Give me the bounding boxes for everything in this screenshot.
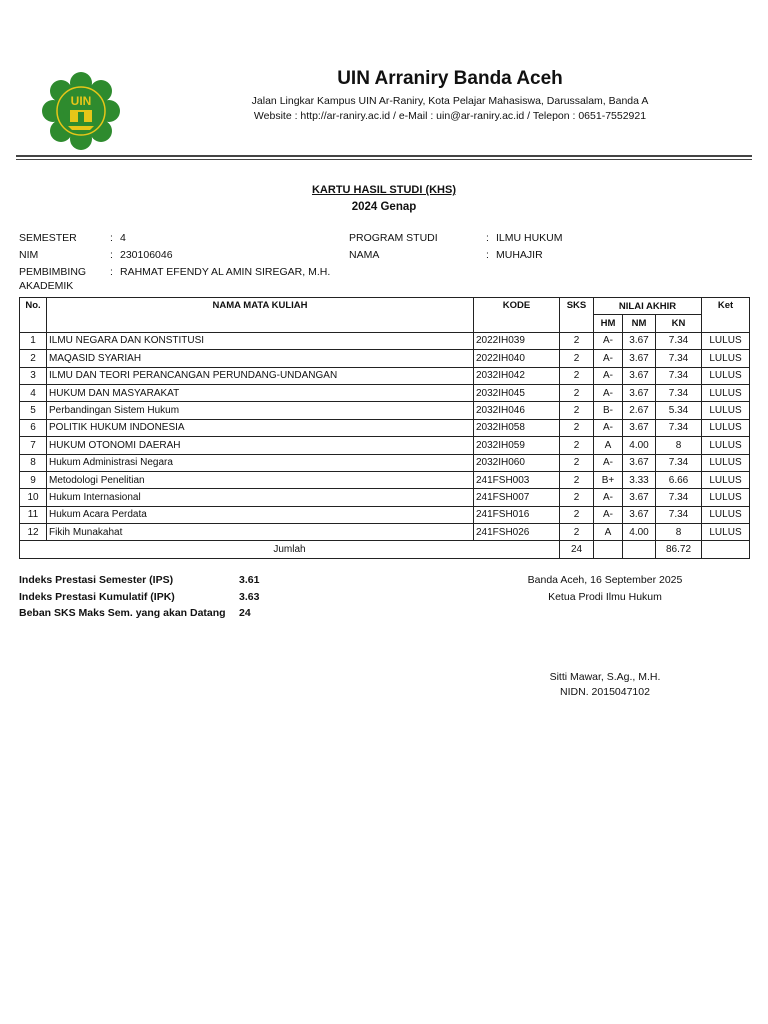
row-sks: 2 (560, 402, 594, 419)
row-hm: B+ (594, 471, 623, 488)
row-code: 2032IH045 (474, 384, 560, 401)
row-ket: LULUS (702, 506, 750, 523)
header-divider (16, 155, 752, 157)
row-nm: 2.67 (623, 402, 656, 419)
total-label: Jumlah (20, 541, 560, 558)
total-row (20, 541, 750, 558)
row-kn: 7.34 (656, 350, 702, 367)
col-kn: KN (656, 315, 702, 332)
row-nm: 3.67 (623, 384, 656, 401)
row-course: HUKUM OTONOMI DAERAH (47, 437, 474, 454)
row-no: 12 (20, 524, 47, 541)
ips-value: 3.61 (239, 574, 260, 586)
row-nm: 4.00 (623, 437, 656, 454)
row-no: 1 (20, 332, 47, 349)
nim-value: 230106046 (120, 249, 173, 261)
advisor-value: RAHMAT EFENDY AL AMIN SIREGAR, M.H. (120, 266, 331, 278)
row-sks: 2 (560, 454, 594, 471)
row-nm: 3.67 (623, 419, 656, 436)
row-hm: A- (594, 350, 623, 367)
sign-nidn: NIDN. 2015047102 (560, 686, 650, 698)
table-row (20, 367, 750, 384)
row-kn: 7.34 (656, 332, 702, 349)
sign-position: Ketua Prodi Ilmu Hukum (548, 591, 662, 603)
program-value: ILMU HUKUM (496, 232, 563, 244)
table-row (20, 419, 750, 436)
row-ket: LULUS (702, 384, 750, 401)
row-ket: LULUS (702, 350, 750, 367)
row-sks: 2 (560, 384, 594, 401)
semester-value: 4 (120, 232, 126, 244)
row-sks: 2 (560, 524, 594, 541)
document-period: 2024 Genap (351, 201, 417, 213)
row-sks: 2 (560, 437, 594, 454)
row-hm: A (594, 437, 623, 454)
row-code: 241FSH003 (474, 471, 560, 488)
table-row (20, 332, 750, 349)
name-value: MUHAJIR (496, 249, 543, 261)
row-hm: A- (594, 489, 623, 506)
row-no: 4 (20, 384, 47, 401)
advisor-label: PEMBIMBING (19, 266, 87, 278)
col-no: No. (20, 298, 47, 333)
row-hm: A- (594, 332, 623, 349)
semester-label: SEMESTER (19, 232, 77, 244)
row-nm: 4.00 (623, 524, 656, 541)
total-empty-cell (623, 541, 656, 558)
header-divider-thin (16, 159, 752, 160)
row-code: 2032IH059 (474, 437, 560, 454)
load-value: 24 (239, 607, 251, 619)
row-no: 5 (20, 402, 47, 419)
row-course: HUKUM DAN MASYARAKAT (47, 384, 474, 401)
row-nm: 3.33 (623, 471, 656, 488)
row-no: 2 (20, 350, 47, 367)
row-kn: 8 (656, 524, 702, 541)
row-ket: LULUS (702, 471, 750, 488)
colon: : (110, 249, 113, 261)
row-ket: LULUS (702, 524, 750, 541)
col-ket: Ket (702, 298, 750, 333)
load-label: Beban SKS Maks Sem. yang akan Datang (19, 607, 226, 619)
colon: : (486, 249, 489, 261)
col-hm: HM (594, 315, 623, 332)
row-nm: 3.67 (623, 350, 656, 367)
ips-label: Indeks Prestasi Semester (IPS) (19, 574, 174, 586)
row-code: 2022IH039 (474, 332, 560, 349)
row-course: Hukum Acara Perdata (47, 506, 474, 523)
row-nm: 3.67 (623, 489, 656, 506)
nim-label: NIM (19, 249, 39, 261)
row-no: 7 (20, 437, 47, 454)
row-code: 2032IH060 (474, 454, 560, 471)
row-no: 10 (20, 489, 47, 506)
table-row (20, 350, 750, 367)
row-code: 241FSH016 (474, 506, 560, 523)
row-ket: LULUS (702, 454, 750, 471)
row-course: MAQASID SYARIAH (47, 350, 474, 367)
table-header-row (20, 298, 750, 315)
table-row (20, 506, 750, 523)
colon: : (486, 232, 489, 244)
table-row (20, 437, 750, 454)
col-course: NAMA MATA KULIAH (47, 298, 474, 333)
row-hm: A- (594, 454, 623, 471)
logo-text: UIN (70, 94, 92, 108)
row-code: 2032IH042 (474, 367, 560, 384)
row-kn: 7.34 (656, 506, 702, 523)
row-course: POLITIK HUKUM INDONESIA (47, 419, 474, 436)
row-hm: A- (594, 506, 623, 523)
table-row (20, 471, 750, 488)
ipk-value: 3.63 (239, 591, 260, 603)
row-no: 6 (20, 419, 47, 436)
row-kn: 7.34 (656, 454, 702, 471)
colon: : (110, 232, 113, 244)
row-code: 2022IH040 (474, 350, 560, 367)
row-course: Fikih Munakahat (47, 524, 474, 541)
row-hm: B- (594, 402, 623, 419)
advisor-label-cont: AKADEMIK (19, 280, 74, 292)
total-empty-cell (702, 541, 750, 558)
row-hm: A- (594, 419, 623, 436)
row-course: Perbandingan Sistem Hukum (47, 402, 474, 419)
row-nm: 3.67 (623, 506, 656, 523)
row-code: 2032IH058 (474, 419, 560, 436)
row-kn: 7.34 (656, 367, 702, 384)
row-kn: 7.34 (656, 419, 702, 436)
row-course: Metodologi Penelitian (47, 471, 474, 488)
university-address: Jalan Lingkar Kampus UIN Ar-Raniry, Kota Pelajar Mahasiswa, Darussalam, Banda A (251, 95, 649, 107)
row-kn: 7.34 (656, 384, 702, 401)
table-row (20, 402, 750, 419)
row-sks: 2 (560, 489, 594, 506)
row-sks: 2 (560, 332, 594, 349)
row-ket: LULUS (702, 489, 750, 506)
university-logo (40, 72, 122, 150)
row-kn: 8 (656, 437, 702, 454)
row-sks: 2 (560, 471, 594, 488)
ipk-label: Indeks Prestasi Kumulatif (IPK) (19, 591, 175, 603)
total-empty-cell (594, 541, 623, 558)
row-ket: LULUS (702, 402, 750, 419)
row-code: 241FSH026 (474, 524, 560, 541)
row-course: Hukum Internasional (47, 489, 474, 506)
col-code: KODE (474, 298, 560, 333)
row-kn: 5.34 (656, 402, 702, 419)
row-kn: 7.34 (656, 489, 702, 506)
name-label: NAMA (349, 249, 380, 261)
row-hm: A- (594, 384, 623, 401)
row-sks: 2 (560, 350, 594, 367)
row-nm: 3.67 (623, 332, 656, 349)
row-sks: 2 (560, 419, 594, 436)
total-sks: 24 (560, 541, 594, 558)
table-row (20, 384, 750, 401)
row-no: 9 (20, 471, 47, 488)
table-row (20, 454, 750, 471)
program-label: PROGRAM STUDI (349, 232, 438, 244)
university-name: UIN Arraniry Banda Aceh (337, 68, 563, 89)
row-ket: LULUS (702, 419, 750, 436)
table-row (20, 524, 750, 541)
row-nm: 3.67 (623, 367, 656, 384)
col-sks: SKS (560, 298, 594, 333)
row-ket: LULUS (702, 332, 750, 349)
row-code: 241FSH007 (474, 489, 560, 506)
row-sks: 2 (560, 367, 594, 384)
col-final-grade: NILAI AKHIR (594, 298, 702, 315)
sign-name: Sitti Mawar, S.Ag., M.H. (549, 671, 661, 683)
document-title: KARTU HASIL STUDI (KHS) (311, 184, 456, 196)
colon: : (110, 266, 113, 278)
row-hm: A (594, 524, 623, 541)
row-ket: LULUS (702, 367, 750, 384)
table-row (20, 489, 750, 506)
row-course: ILMU DAN TEORI PERANCANGAN PERUNDANG-UNDANGAN (47, 367, 474, 384)
row-no: 3 (20, 367, 47, 384)
row-ket: LULUS (702, 437, 750, 454)
row-no: 8 (20, 454, 47, 471)
grades-table (19, 297, 750, 559)
row-code: 2032IH046 (474, 402, 560, 419)
total-kn: 86.72 (656, 541, 702, 558)
university-contact: Website : http://ar-raniry.ac.id / e-Mail : uin@ar-raniry.ac.id / Telepon : 0651-7552921 (253, 110, 647, 122)
row-no: 11 (20, 506, 47, 523)
col-nm: NM (623, 315, 656, 332)
row-course: ILMU NEGARA DAN KONSTITUSI (47, 332, 474, 349)
row-kn: 6.66 (656, 471, 702, 488)
row-sks: 2 (560, 506, 594, 523)
row-hm: A- (594, 367, 623, 384)
sign-place-date: Banda Aceh, 16 September 2025 (527, 574, 683, 586)
row-nm: 3.67 (623, 454, 656, 471)
row-course: Hukum Administrasi Negara (47, 454, 474, 471)
